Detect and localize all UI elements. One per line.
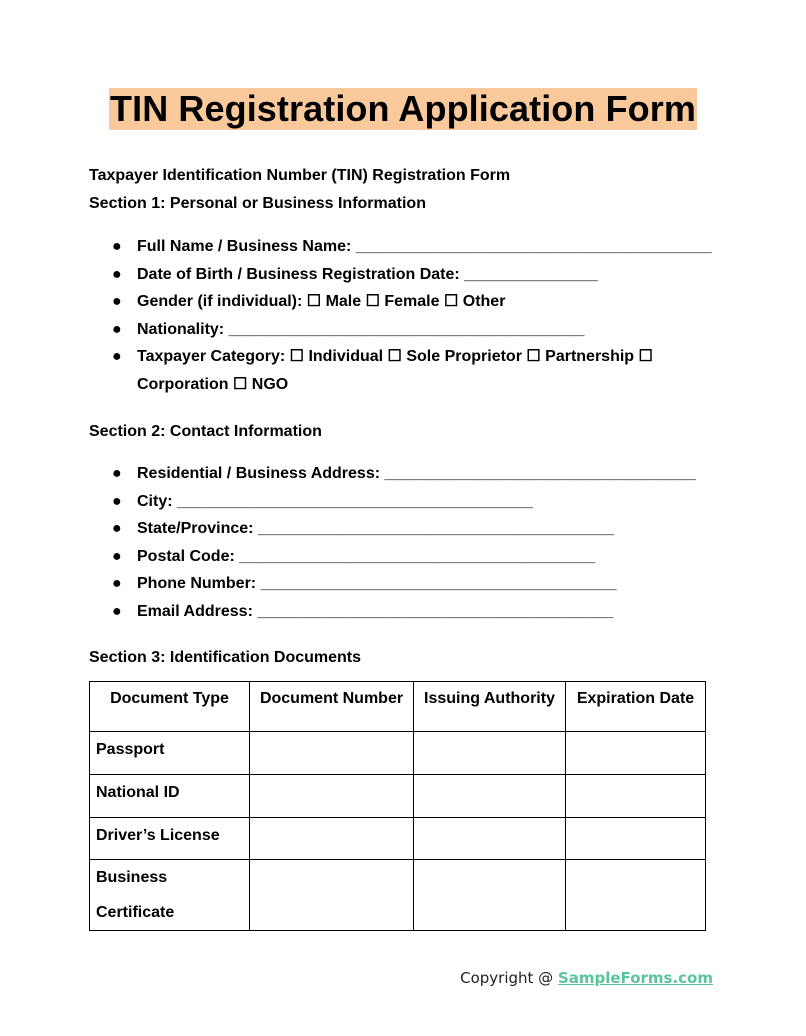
bullet-icon: ●	[112, 348, 122, 366]
list-item	[89, 316, 729, 344]
row-label: National ID	[90, 775, 250, 818]
field-date-of-birth: Date of Birth / Business Registration Date: _______________	[137, 265, 598, 283]
form-subtitle: Taxpayer Identification Number (TIN) Registration Form	[89, 167, 511, 184]
title-wrap	[0, 88, 806, 130]
issuing-authority-cell[interactable]	[414, 860, 566, 931]
expiration-date-cell[interactable]	[566, 818, 706, 860]
table-row	[90, 818, 706, 860]
bullet-icon: ●	[112, 293, 122, 311]
field-gender: Gender (if individual): ☐ Male ☐ Female ☐ Other	[137, 293, 506, 311]
bullet-icon: ●	[112, 492, 122, 510]
table-row	[90, 732, 706, 775]
issuing-authority-cell[interactable]	[414, 732, 566, 775]
copyright-prefix: Copyright @	[460, 969, 558, 987]
table-header-row	[90, 682, 706, 732]
table-row	[90, 860, 706, 931]
page-title: TIN Registration Application Form	[110, 88, 696, 129]
table-row	[90, 775, 706, 818]
list-item	[89, 233, 729, 261]
field-state: State/Province: ________________________________________	[137, 520, 614, 538]
field-address: Residential / Business Address: ___________________________________	[137, 465, 696, 482]
row-label-text: Business Certificate	[96, 869, 175, 921]
list-item	[89, 570, 729, 598]
section-1-list	[89, 233, 729, 399]
list-item	[89, 488, 729, 516]
list-item	[89, 261, 729, 289]
section-2-heading: Section 2: Contact Information	[89, 423, 322, 440]
field-full-name: Full Name / Business Name: ________________________________________	[137, 238, 712, 255]
list-item	[89, 460, 729, 488]
section-3-heading: Section 3: Identification Documents	[89, 649, 362, 666]
copyright-footer	[460, 969, 713, 987]
bullet-icon: ●	[112, 575, 122, 593]
document-number-cell[interactable]	[250, 818, 414, 860]
expiration-date-cell[interactable]	[566, 775, 706, 818]
column-header: Document Type	[90, 682, 250, 732]
field-postal-code: Postal Code: ________________________________________	[137, 547, 596, 565]
issuing-authority-cell[interactable]	[414, 818, 566, 860]
bullet-icon: ●	[112, 320, 122, 338]
list-item	[89, 543, 729, 571]
bullet-icon: ●	[112, 465, 122, 482]
expiration-date-cell[interactable]	[566, 732, 706, 775]
bullet-icon: ●	[112, 238, 122, 255]
expiration-date-cell[interactable]	[566, 860, 706, 931]
section-1-heading: Section 1: Personal or Business Information	[89, 195, 426, 212]
bullet-icon: ●	[112, 265, 122, 283]
document-number-cell[interactable]	[250, 860, 414, 931]
field-email: Email Address: ________________________________________	[137, 602, 614, 620]
section-2-list	[89, 460, 729, 626]
list-item	[89, 343, 729, 398]
list-item	[89, 598, 729, 626]
brand-link[interactable]: SampleForms.com	[557, 969, 713, 987]
row-label: Driver’s License	[90, 818, 250, 860]
column-header: Issuing Authority	[414, 682, 566, 732]
bullet-icon: ●	[112, 602, 122, 620]
bullet-icon: ●	[112, 547, 122, 565]
list-item	[89, 515, 729, 543]
document-number-cell[interactable]	[250, 775, 414, 818]
column-header: Expiration Date	[566, 682, 706, 732]
issuing-authority-cell[interactable]	[414, 775, 566, 818]
row-label: Passport	[90, 732, 250, 775]
column-header: Document Number	[250, 682, 414, 732]
documents-table	[89, 681, 706, 931]
field-city: City: ________________________________________	[137, 492, 533, 510]
field-phone: Phone Number: ________________________________________	[137, 575, 617, 593]
bullet-icon: ●	[112, 520, 122, 538]
field-nationality: Nationality: ________________________________________	[137, 320, 585, 338]
list-item	[89, 288, 729, 316]
field-taxpayer-category: Taxpayer Category: ☐ Individual ☐ Sole Proprietor ☐ Partnership ☐ Corporation ☐ NGO	[137, 348, 653, 393]
document-number-cell[interactable]	[250, 732, 414, 775]
row-label	[90, 860, 250, 931]
